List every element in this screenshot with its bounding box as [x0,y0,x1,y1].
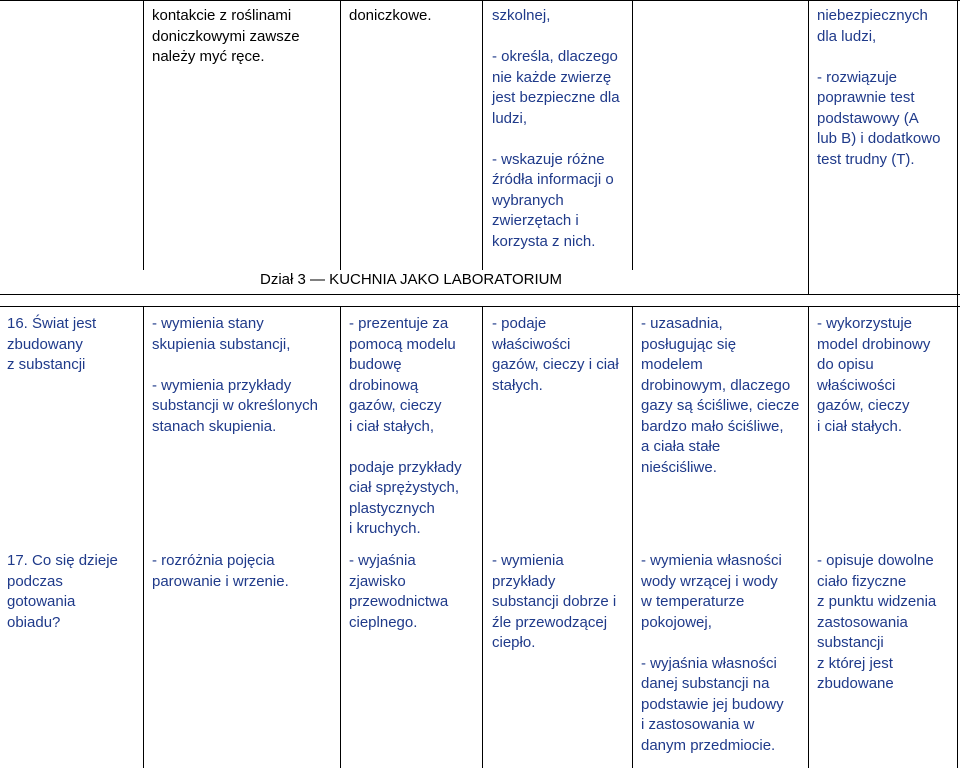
row16-col3: - prezentuje za pomocą modelu budowę drobinową gazów, cieczy i ciał stałych, podaje przykłady ciał sprężystych, plastycznych i kruchych. [349,315,462,537]
col4-right-border-top [632,0,633,270]
row16-top-border [0,306,960,307]
col4-right-border [632,306,633,768]
row17-col2: - rozróżnia pojęcia parowanie i wrzenie. [152,552,289,590]
section-row-bottom-border [0,294,960,295]
col1-right-border [143,306,144,768]
row17-col5: - wymienia własności wody wrzącej i wody w temperaturze pokojowej, - wyjaśnia własności danej substancji na podstawie jej budowy i zastosowania w danym przedmiocie. [641,552,784,754]
row16-topic: 16. Świat jest zbudowany z substancji [7,315,97,373]
table-right-border [957,0,958,768]
top-row-col2: kontakcie z roślinami doniczkowymi zawsze należy myć ręce. [152,7,300,65]
col5-right-border [808,306,809,768]
top-row-col4: szkolnej, - określa, dlaczego nie każde zwierzę jest bezpieczne dla ludzi, - wskazuje różne źródła informacji o wybranych zwierzętach i korzysta z nich. [492,7,620,250]
row17-topic: 17. Co się dzieje podczas gotowania obiadu? [7,552,118,631]
row17-col6: - opisuje dowolne ciało fizyczne z punktu widzenia zastosowania substancji z której jest zbudowane [817,552,937,692]
section-title: Dział 3 — KUCHNIA JAKO LABORATORIUM [260,271,563,288]
top-row-col3: doniczkowe. [349,7,432,24]
row16-col4: - podaje właściwości gazów, cieczy i ciał stałych. [492,315,619,394]
col3-right-border-top [482,0,483,270]
row16-col6: - wykorzystuje model drobinowy do opisu właściwości gazów, cieczy i ciał stałych. [817,315,931,435]
col2-right-border-top [340,0,341,270]
row16-col5: - uzasadnia, posługując się modelem drobinowym, dlaczego gazy są ściśliwe, ciecze bardzo mało ściśliwe, a ciała stałe nieściśliwe. [641,315,800,476]
table-top-border [0,0,960,1]
col1-right-border-top [143,0,144,270]
row17-col3: - wyjaśnia zjawisko przewodnictwa cieplnego. [349,552,449,631]
row17-col4: - wymienia przykłady substancji dobrze i źle przewodzącej ciepło. [492,552,617,651]
col5-right-border-top [808,0,809,294]
top-row-col6: niebezpiecznych dla ludzi, - rozwiązuje poprawnie test podstawowy (A lub B) i dodatkowo test trudny (T). [817,7,941,168]
col3-right-border [482,306,483,768]
col2-right-border [340,306,341,768]
row16-col2: - wymienia stany skupienia substancji, - wymienia przykłady substancji w określonych stanach skupienia. [152,315,318,435]
